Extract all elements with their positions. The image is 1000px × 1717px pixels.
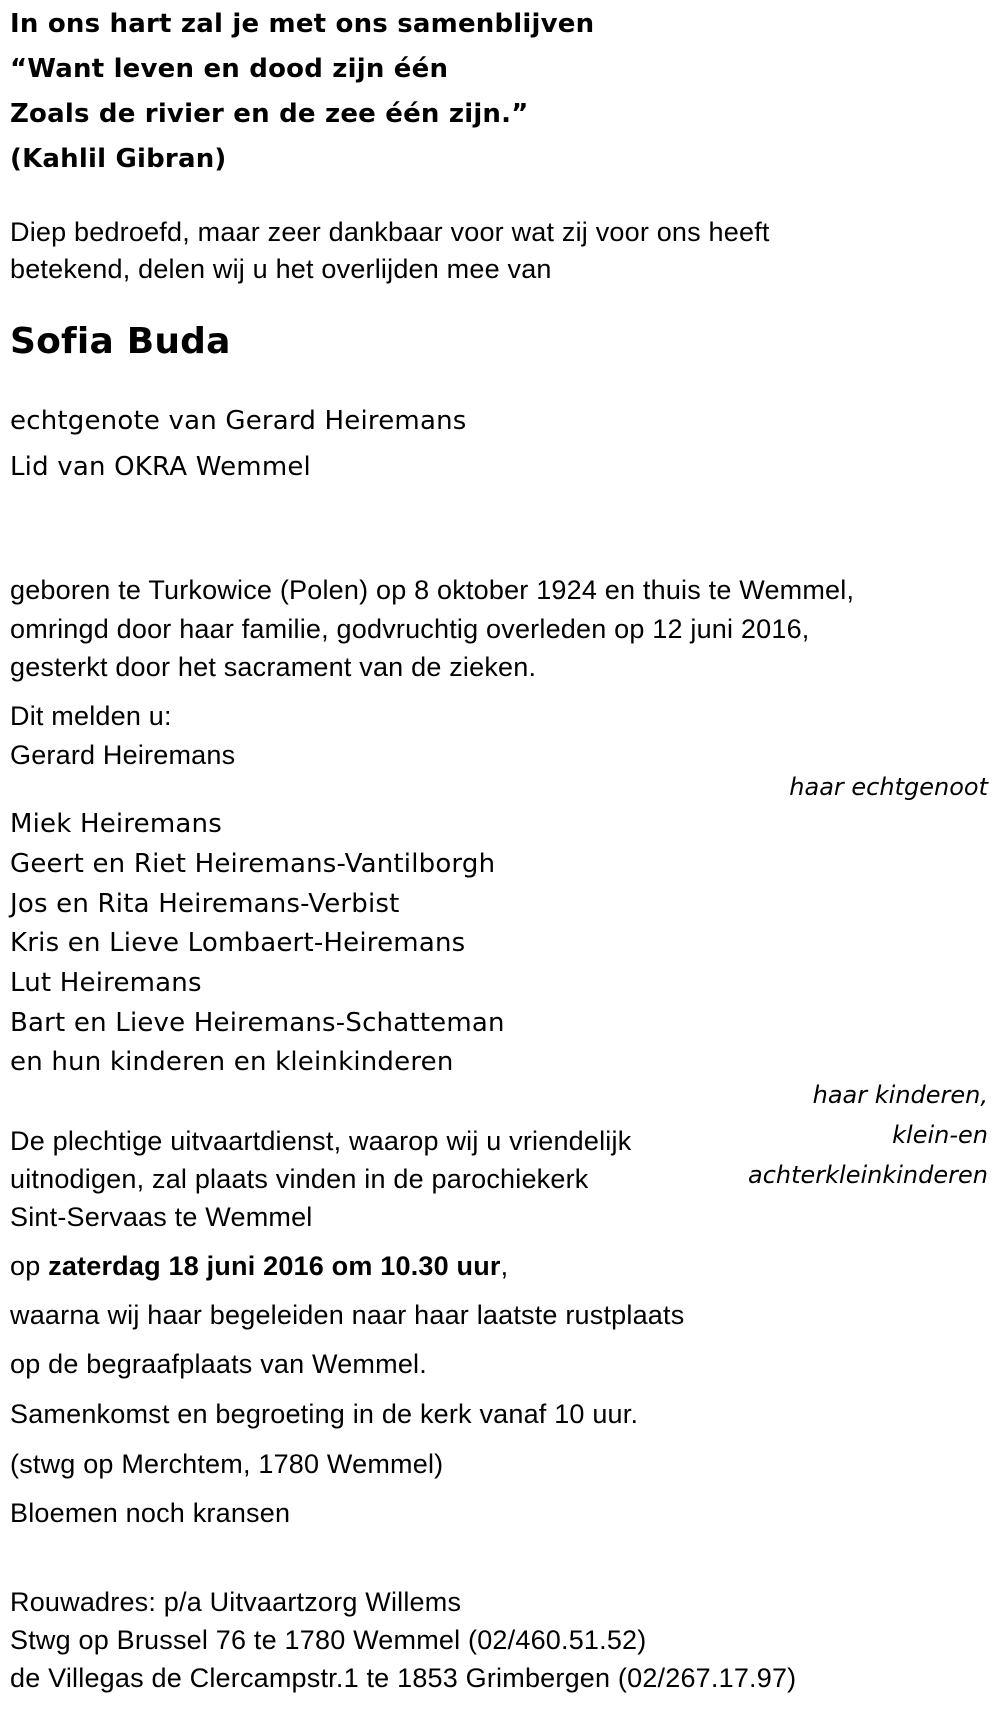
address-line: Rouwadres: p/a Uitvaartzorg Willems (10, 1587, 462, 1617)
deceased-name: Sofia Buda (10, 321, 231, 362)
service-after-line: op de begraafplaats van Wemmel. (10, 1349, 427, 1379)
family-intro: Dit melden u: (10, 701, 172, 731)
address-line: Stwg op Brussel 76 te 1780 Wemmel (02/460.51.52) (10, 1625, 647, 1655)
service-date-line (10, 1250, 508, 1282)
service-date-prefix: op (10, 1251, 49, 1281)
service-date: zaterdag 18 juni 2016 om 10.30 uur (48, 1251, 501, 1281)
quote-line: In ons hart zal je met ons samenblijven (10, 9, 595, 39)
membership-line: Lid van OKRA Wemmel (10, 452, 311, 482)
service-after-line: (stwg op Merchtem, 1780 Wemmel) (10, 1449, 444, 1479)
biography-line: geboren te Turkowice (Polen) op 8 oktober 1924 en thuis te Wemmel, (10, 575, 855, 605)
intro-line: Diep bedroefd, maar zeer dankbaar voor wat zij voor ons heeft (10, 217, 770, 247)
address-line: de Villegas de Clercampstr.1 te 1853 Grimbergen (02/267.17.97) (10, 1663, 797, 1693)
child-name: Miek Heiremans (10, 809, 222, 839)
children-relation: klein-en (892, 1121, 988, 1149)
service-line: Sint-Servaas te Wemmel (10, 1202, 313, 1232)
flowers-note: Bloemen noch kransen (10, 1498, 291, 1528)
intro-line: betekend, delen wij u het overlijden mee van (10, 254, 552, 284)
service-date-suffix: , (500, 1251, 509, 1281)
spouse-relation: haar echtgenoot (789, 773, 988, 801)
spouse-name: Gerard Heiremans (10, 740, 236, 770)
quote-attribution: (Kahlil Gibran) (10, 144, 227, 174)
biography-line: gesterkt door het sacrament van de zieken. (10, 652, 537, 682)
grandchildren-line: en hun kinderen en kleinkinderen (10, 1047, 454, 1077)
service-after-line: Samenkomst en begroeting in de kerk vanaf 10 uur. (10, 1399, 639, 1429)
child-name: Lut Heiremans (10, 968, 202, 998)
spouse-line: echtgenote van Gerard Heiremans (10, 406, 467, 436)
service-line: De plechtige uitvaartdienst, waarop wij u vriendelijk (10, 1126, 632, 1156)
child-name: Bart en Lieve Heiremans-Schatteman (10, 1008, 505, 1038)
biography-line: omringd door haar familie, godvruchtig overleden op 12 juni 2016, (10, 614, 810, 644)
children-relation: haar kinderen, (812, 1081, 988, 1109)
service-after-line: waarna wij haar begeleiden naar haar laatste rustplaats (10, 1300, 685, 1330)
child-name: Jos en Rita Heiremans-Verbist (10, 889, 400, 919)
quote-line: “Want leven en dood zijn één (10, 54, 449, 84)
quote-line: Zoals de rivier en de zee één zijn.” (10, 99, 529, 129)
children-relation: achterkleinkinderen (748, 1161, 988, 1189)
service-line: uitnodigen, zal plaats vinden in de parochiekerk (10, 1164, 589, 1194)
child-name: Kris en Lieve Lombaert-Heiremans (10, 928, 466, 958)
child-name: Geert en Riet Heiremans-Vantilborgh (10, 849, 496, 879)
